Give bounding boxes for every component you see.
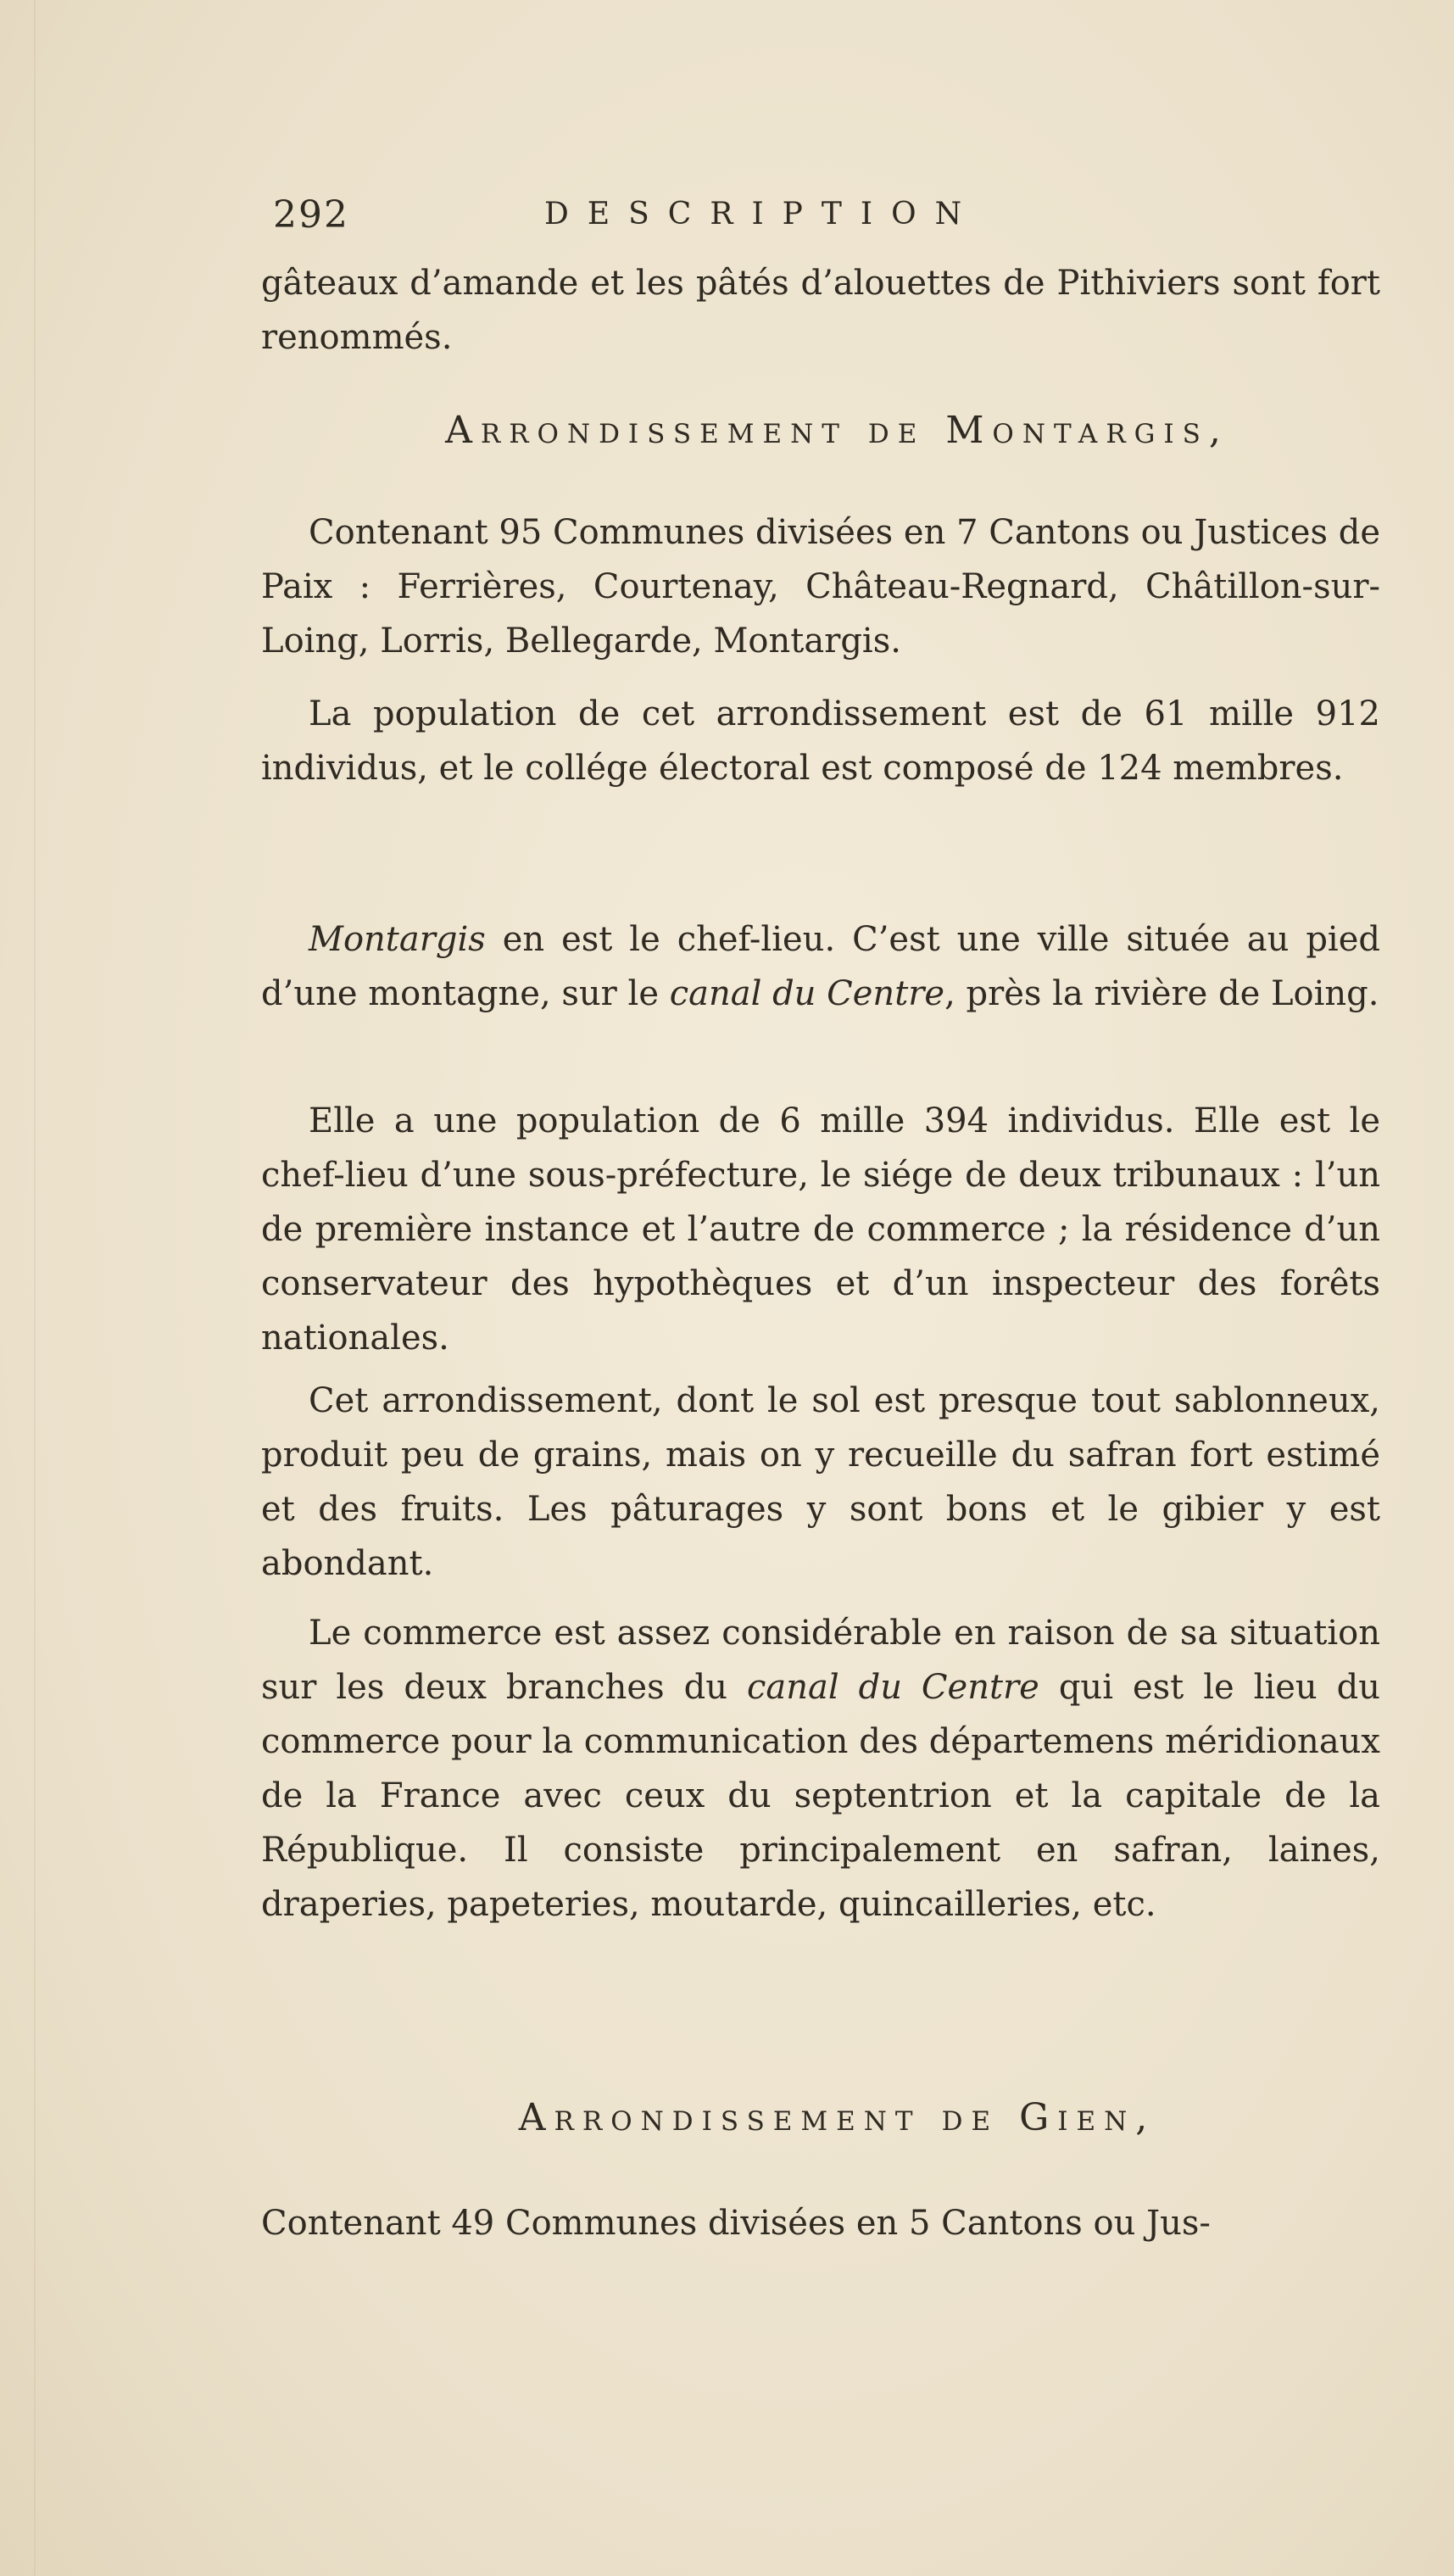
commerce-canal: canal du Centre xyxy=(746,1668,1039,1707)
chef-lieu-name: Montargis xyxy=(309,920,486,959)
continuation-paragraph: gâteaux d’amande et les pâtés d’alouettes de Pithiviers sont fort renommés. xyxy=(261,264,1380,357)
chef-lieu-text: en est le chef-lieu. C’est une ville située au pied d’une montagne, sur le xyxy=(261,920,1380,1013)
chef-lieu-end: , près la rivière de Loing. xyxy=(944,974,1379,1013)
section-heading-gien: Arrondissement de Gien, xyxy=(518,2096,1156,2139)
commerce-end: qui est le lieu du commerce pour la communication des départemens méridionaux de la France avec ceux du septentrion et la capitale de la République. Il consiste principalement en safran, laines, draperies, papeteries, moutarde, quincailleries, etc. xyxy=(261,1668,1381,1924)
paragraph-soil: Cet arrondissement, dont le sol est presque tout sablonneux, produit peu de grains, mais on y recueille du safran fort estimé et des fruits. Les pâturages y sont bons et le gibier y est abondant. xyxy=(261,1381,1380,1583)
commerce-text: Le commerce est assez considérable en raison de sa situation sur les deux branches du xyxy=(261,1614,1380,1707)
chef-lieu-canal: canal du Centre xyxy=(669,974,945,1013)
section-heading-montargis: Arrondissement de Montargis, xyxy=(445,409,1229,452)
paragraph-town-population: Elle a une population de 6 mille 394 individus. Elle est le chef-lieu d’une sous-préfecture, le siége de deux tribunaux : l’un de première instance et l’autre de commerce ; la résidence d’un conservateur des hypothèques et d’un inspecteur des forêts nationales. xyxy=(261,1101,1380,1358)
paragraph-chef-lieu xyxy=(261,912,1380,1021)
page-number: 292 xyxy=(273,193,349,237)
paragraph-population: La population de cet arrondissement est de 61 mille 912 individus, et le collége électoral est composé de 124 membres. xyxy=(261,694,1380,788)
paragraph-contenant-montargis: Contenant 95 Communes divisées en 7 Cantons ou Justices de Paix : Ferrières, Courtenay, Château-Regnard, Châtillon-sur-Loing, Lorris, Bellegarde, Montargis. xyxy=(261,513,1380,661)
paragraph-commerce xyxy=(261,1606,1380,1932)
page-edge xyxy=(34,0,36,2576)
running-title: DESCRIPTION xyxy=(544,197,981,231)
page-header xyxy=(273,193,1121,244)
paragraph-contenant-gien: Contenant 49 Communes divisées en 5 Cantons ou Jus- xyxy=(261,2204,1211,2243)
